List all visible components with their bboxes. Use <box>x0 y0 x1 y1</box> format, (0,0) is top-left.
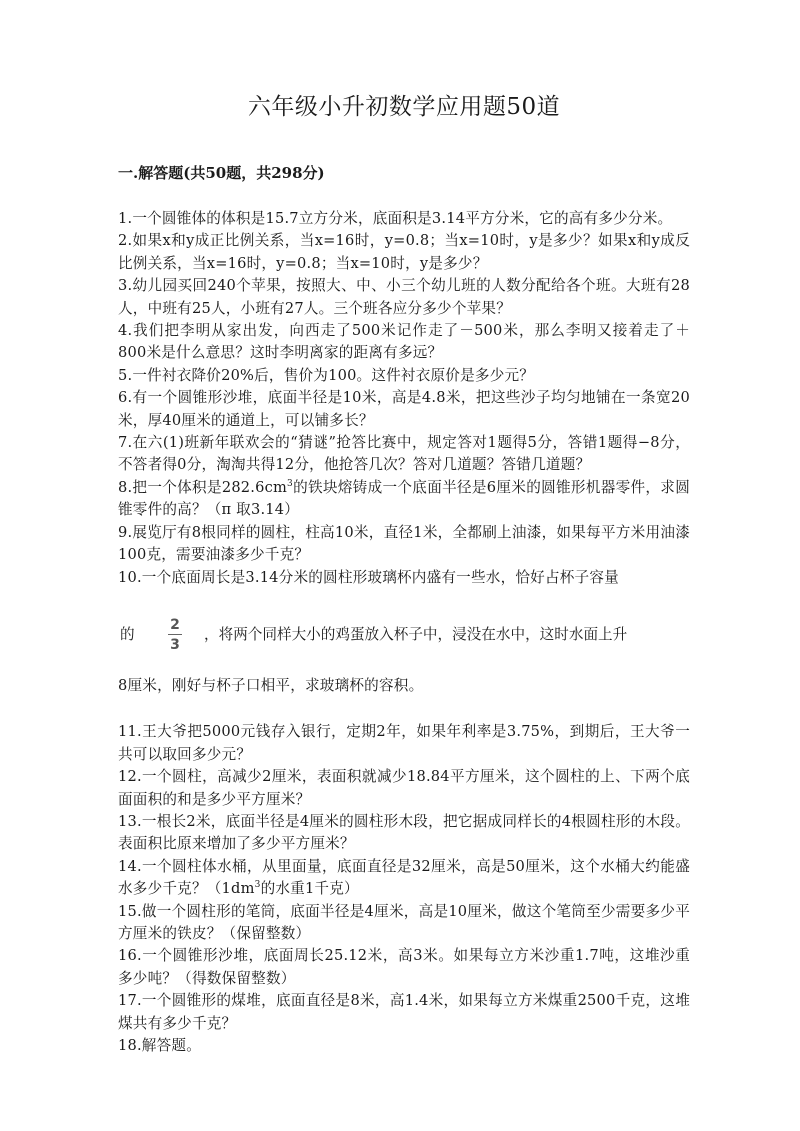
fraction-numerator: 2 <box>170 616 180 633</box>
question-8-text-a: 8.把一个体积是282.6cm <box>118 478 288 496</box>
question-11: 11.王大爷把5000元钱存入银行，定期2年，如果年利率是3.75%，到期后，王大爷一共可以取回多少元？ <box>118 723 690 763</box>
question-13: 13.一根长2米，底面半径是4厘米的圆柱形木段，把它据成同样长的4根圆柱形的木段。表面积比原来增加了多少平方厘米？ <box>118 812 690 853</box>
question-14 <box>118 856 690 901</box>
question-14-superscript: 3 <box>254 880 261 891</box>
page-title: 六年级小升初数学应用题50道 <box>247 94 561 120</box>
fraction-denominator: 3 <box>170 636 180 653</box>
question-14-text-a: 14.一个圆柱体水桶，从里面量，底面直径是32厘米，高是50厘米，这个水桶大约能盛水多少千克？（1dm <box>118 857 690 898</box>
question-10-fraction-line <box>118 617 690 653</box>
question-10: 10.一个底面周长是3.14分米的圆柱形玻璃杯内盛有一些水，恰好占杯子容量 <box>118 568 619 586</box>
question-10-suffix: ，将两个同样大小的鸡蛋放入杯子中，浸没在水中，这时水面上升 <box>204 625 628 643</box>
fraction-two-thirds <box>168 617 182 653</box>
question-7: 7.在六(1)班新年联欢会的“猜谜”抢答比赛中，规定答对1题得5分，答错1题得−8分，不答者得0分，淘淘共得12分，他抢答几次？答对几道题？答错几道题？ <box>118 434 690 474</box>
question-9: 9.展览厅有8根同样的圆柱，柱高10米，直径1米，全都刷上油漆，如果每平方米用油漆100克，需要油漆多少千克？ <box>118 523 690 564</box>
question-15: 15.做一个圆柱形的笔筒，底面半径是4厘米，高是10厘米，做这个笔筒至少需要多少平方厘米的铁皮？（保留整数） <box>118 902 690 942</box>
question-12: 12.一个圆柱，高减少2厘米，表面积就减少18.84平方厘米，这个圆柱的上、下两个底面面积的和是多少平方厘米？ <box>118 768 690 808</box>
question-16: 16.一个圆锥形沙堆，底面周长25.12米，高3米。如果每立方米沙重1.7吨，这堆沙重多少吨？（得数保留整数） <box>118 947 690 987</box>
section-heading: 一.解答题(共50题，共298分) <box>118 164 325 182</box>
question-5: 5.一件衬衣降价20%后，售价为100。这件衬衣原价是多少元？ <box>118 366 535 384</box>
question-8 <box>118 477 690 522</box>
question-3: 3.幼儿园买回240个苹果，按照大、中、小三个幼儿班的人数分配给各个班。大班有28人，中班有25人，小班有27人。三个班各应分多少个苹果？ <box>118 277 690 317</box>
question-6: 6.有一个圆锥形沙堆，底面半径是10米，高是4.8米，把这些沙子均匀地铺在一条宽20米，厚40厘米的通道上，可以铺多长？ <box>118 389 690 429</box>
fraction-bar <box>168 634 182 635</box>
question-10-continued: 8厘米，刚好与杯子口相平，求玻璃杯的容积。 <box>118 676 424 694</box>
question-8-text-b: 的铁块熔铸成一个底面半径是6厘米的圆锥形机器零件，求圆锥零件的高？（π 取3.14） <box>118 478 690 519</box>
question-2: 2.如果x和y成正比例关系，当x=16时，y=0.8；当x=10时，y是多少？如果x和y成反比例关系，当x=16时，y=0.8；当x=10时，y是多少？ <box>118 232 690 272</box>
question-1: 1.一个圆锥体的体积是15.7立方分米，底面积是3.14平方分米，它的高有多少分米。 <box>118 210 673 227</box>
question-17: 17.一个圆锥形的煤堆，底面直径是8米，高1.4米，如果每立方米煤重2500千克，这堆煤共有多少千克？ <box>118 992 690 1032</box>
question-14-text-b: 的水重1千克） <box>260 880 359 898</box>
question-10-prefix: 的 <box>120 625 135 643</box>
question-4: 4.我们把李明从家出发，向西走了500米记作走了－500米，那么李明又接着走了＋800米是什么意思？这时李明离家的距离有多远？ <box>118 322 690 362</box>
question-8-superscript: 3 <box>287 479 293 490</box>
question-18: 18.解答题。 <box>118 1037 201 1054</box>
